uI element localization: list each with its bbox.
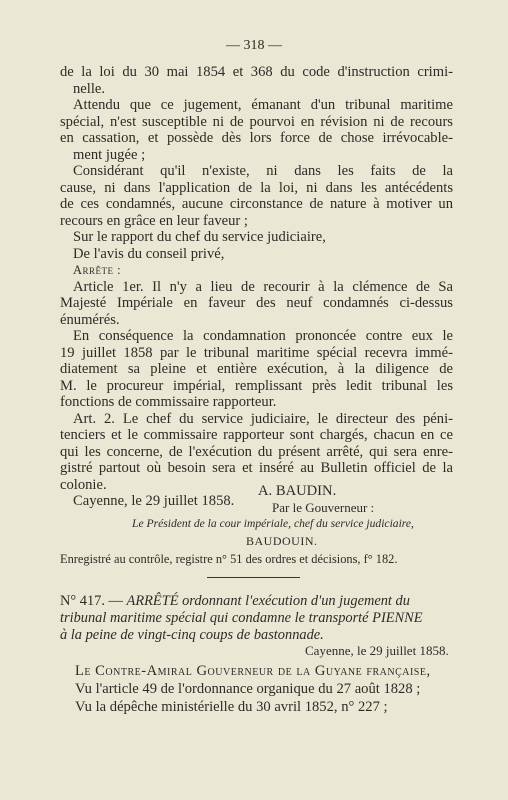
text-line: Vu la dépêche ministérielle du 30 avril 1852, n° 227 ; bbox=[75, 699, 388, 715]
text-line: nelle. bbox=[73, 80, 106, 97]
text-line: diatement sa pleine et entière exécution, à la diligence de bbox=[60, 361, 453, 377]
president-name: BAUDOUIN. bbox=[246, 534, 318, 548]
decree-title-line: à la peine de vingt-cinq coups de bastonnade. bbox=[60, 627, 324, 643]
registration-note: Enregistré au contrôle, registre n° 51 des ordres et décisions, f° 182. bbox=[60, 552, 398, 566]
text-line: Article 1er. Il n'y a lieu de recourir à la clémence de Sa bbox=[73, 278, 453, 295]
text-line: qui les concerne, de l'exécution du présent arrêté, qui sera enre- bbox=[60, 443, 453, 460]
text-line: En conséquence la condamnation prononcée contre eux le bbox=[73, 328, 453, 344]
date-line: Cayenne, le 29 juillet 1858. bbox=[73, 493, 235, 509]
page-number: — 318 — bbox=[226, 38, 282, 53]
decree-date: Cayenne, le 29 juillet 1858. bbox=[305, 643, 449, 658]
text-line: De l'avis du conseil privé, bbox=[73, 245, 225, 262]
text-line: spécial, n'est susceptible ni de pourvoi en révision ni de recours bbox=[60, 113, 453, 130]
text-line: recours en grâce en leur faveur ; bbox=[60, 212, 248, 229]
text-line: de la loi du 30 mai 1854 et 368 du code d'instruction crimi- bbox=[60, 64, 453, 80]
text-line: de ces condamnés, aucune circonstance de nature à motiver un bbox=[60, 196, 453, 212]
text-line: M. le procureur impérial, remplissant près ledit tribunal les bbox=[60, 377, 453, 394]
separator-rule bbox=[207, 577, 300, 578]
text-line: fonctions de commissaire rapporteur. bbox=[60, 394, 277, 410]
decree-title-line: tribunal maritime spécial qui condamne le transporté PIENNE bbox=[60, 610, 423, 626]
text-line: tenciers et le commissaire rapporteur sont chargés, chacun en ce bbox=[60, 427, 453, 443]
decree-number: N° 417. — bbox=[60, 593, 123, 609]
decree-title: ARRÊTÉ ordonnant l'exécution d'un jugement du bbox=[126, 593, 410, 609]
text-line: Majesté Impériale en faveur des neuf condamnés ci-dessus bbox=[60, 295, 453, 311]
text-line: Attendu que ce jugement, émanant d'un tribunal maritime bbox=[73, 97, 453, 113]
text-line: en cassation, et possède dès lors force de chose irrévocable- bbox=[60, 130, 453, 146]
par-gouverneur: Par le Gouverneur : bbox=[272, 500, 375, 515]
text-line: Le Contre-Amiral Gouverneur de la Guyane française, bbox=[75, 663, 431, 679]
text-line: gistré partout où besoin sera et inséré au Bulletin officiel de la bbox=[60, 460, 453, 476]
decree-title-block bbox=[60, 593, 453, 644]
decree-title-line bbox=[60, 593, 453, 610]
text-line: Considérant qu'il n'existe, ni dans les faits de la bbox=[73, 163, 453, 179]
text-line: énumérés. bbox=[60, 311, 120, 328]
text-line: colonie. bbox=[60, 476, 107, 493]
signature: A. BAUDIN. bbox=[258, 483, 337, 499]
arrete-heading: Arrête : bbox=[73, 263, 122, 277]
decree-body bbox=[75, 662, 453, 716]
text-line: ment jugée ; bbox=[73, 146, 146, 163]
text-line: 19 juillet 1858 par le tribunal maritime spécial recevra immé- bbox=[60, 344, 453, 361]
president-line: Le Président de la cour impériale, chef du service judiciaire, bbox=[132, 517, 414, 530]
text-line: Sur le rapport du chef du service judiciaire, bbox=[73, 229, 326, 245]
text-line: Vu l'article 49 de l'ordonnance organique du 27 août 1828 ; bbox=[75, 681, 421, 697]
text-line: cause, ni dans l'application de la loi, ni dans les antécédents bbox=[60, 179, 453, 196]
text-line: Art. 2. Le chef du service judiciaire, le directeur des péni- bbox=[73, 410, 453, 427]
body-text bbox=[60, 64, 453, 510]
